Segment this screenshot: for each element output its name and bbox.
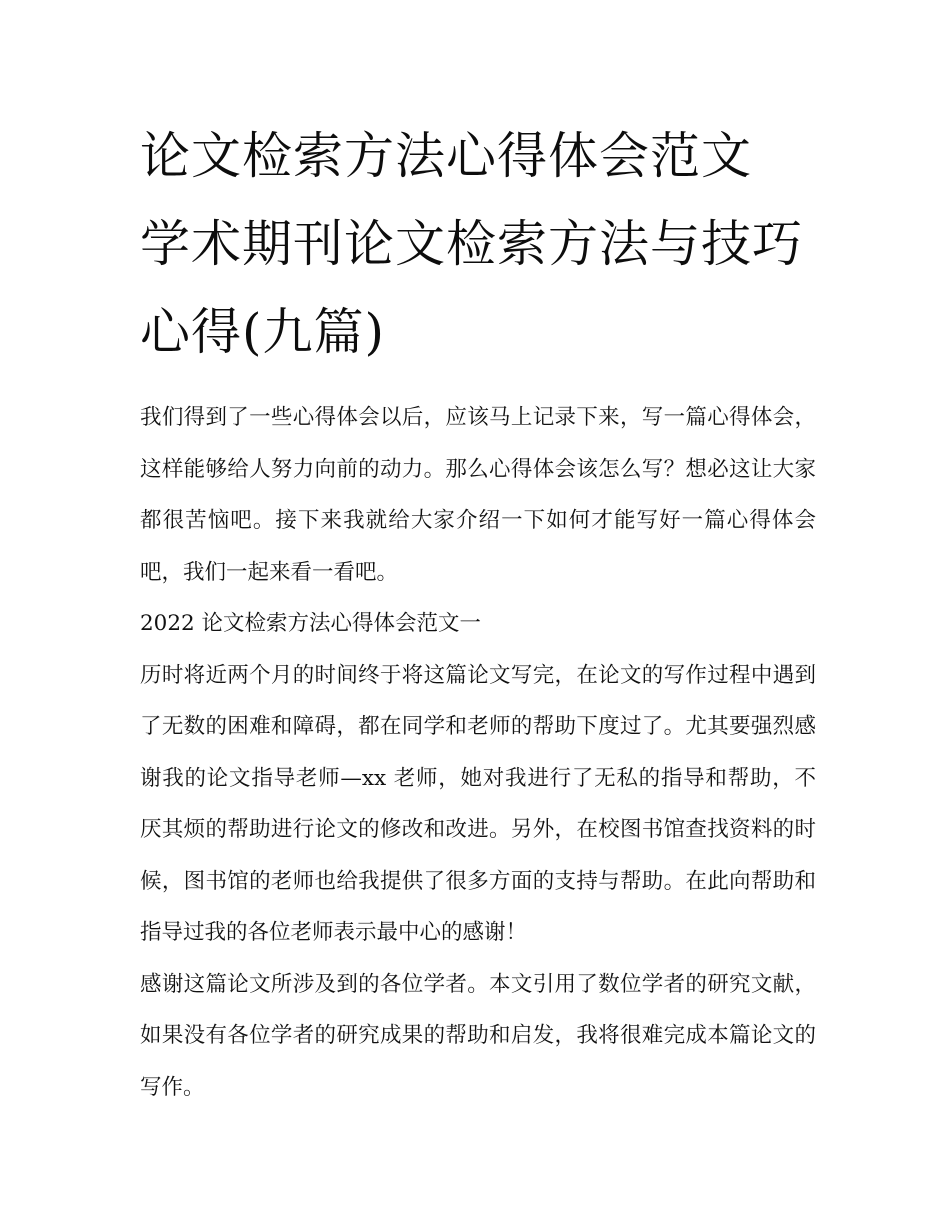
body-paragraph-1: 历时将近两个月的时间终于将这篇论文写完，在论文的写作过程中遇到了无数的困难和障碍，都在同学和老师的帮助下度过了。尤其要强烈感谢我的论文指导老师—xx 老师，她对我进行了无私的指导和帮助，不厌其烦的帮助进行论文的修改和改进。另外，在校图书馆查找资料的时候，图书馆的老师也给我提供了很多方面的支持与帮助。在此向帮助和指导过我的各位老师表示最中心的感谢！: [140, 662, 816, 945]
document-title: 论文检索方法心得体会范文 学术期刊论文检索方法与技巧心得(九篇): [140, 127, 803, 361]
intro-paragraph: 我们得到了一些心得体会以后，应该马上记录下来，写一篇心得体会，这样能够给人努力向前的动力。那么心得体会该怎么写？想必这让大家都很苦恼吧。接下来我就给大家介绍一下如何才能写好一篇心得体会吧，我们一起来看一看吧。: [140, 405, 816, 585]
body-paragraph-2: 感谢这篇论文所涉及到的各位学者。本文引用了数位学者的研究文献，如果没有各位学者的研究成果的帮助和启发，我将很难完成本篇论文的写作。: [140, 971, 816, 1100]
section-heading: 2022 论文检索方法心得体会范文一: [140, 611, 482, 636]
document-page: [140, 112, 816, 1113]
